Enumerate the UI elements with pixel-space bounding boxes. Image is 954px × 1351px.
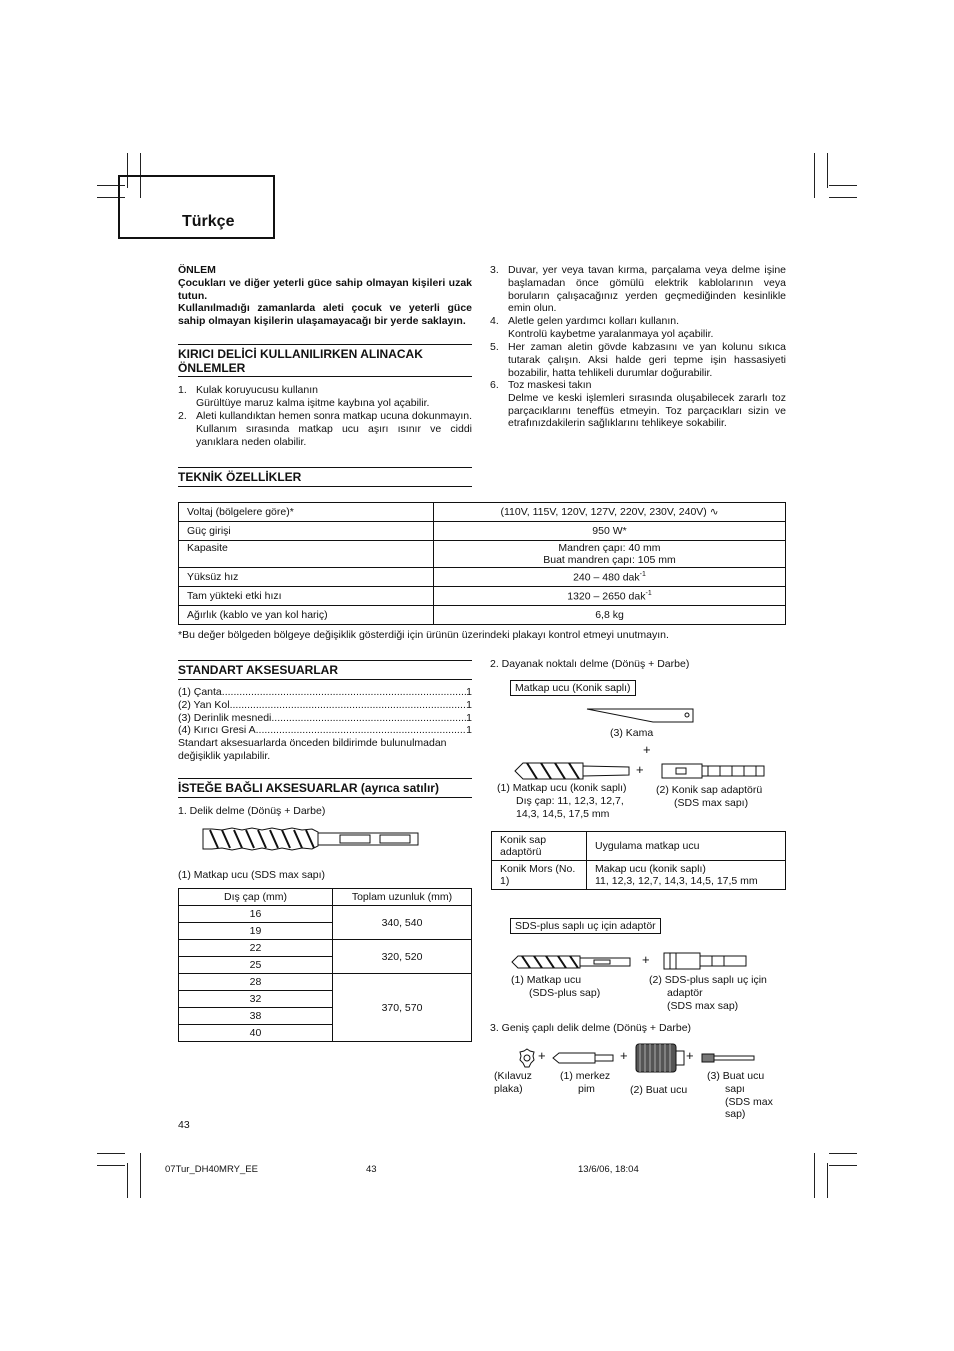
conic-bit-icon [513,759,633,783]
safety-item-6: 6. Toz maskesi takın Delme ve keski işlemleri sırasında oluşabilecek zararlı toz parçacıklarını teneffüs etmeyin. Toz parçacıkları sizin ve etrafınızdakilerin sağlıklarını tehlikeye sokabilir. [490,379,786,430]
spec-value: 240 – 480 dak$^{-1}$ [434,568,786,587]
sds-adapter-box: SDS-plus saplı uç için adaptör [510,918,661,934]
table-row: 16 340, 540 [179,906,472,923]
footer-date: 13/6/06, 18:04 [578,1164,639,1175]
list-item: (2) Yan Kol ..... 1 [178,699,472,712]
core-bit-shank-icon [700,1051,758,1065]
sds-plus-adapter-label: (2) SDS-plus saplı uç için adaptör (SDS max sap) [649,974,767,1012]
table-row: 19 [179,923,472,940]
spec-label: Ağırlık (kablo ve yan kol hariç) [179,606,434,625]
spec-label: Tam yükteki etki hızı [179,587,434,606]
sds-plus-adapter-icon [662,950,750,972]
spec-label: Yüksüz hız [179,568,434,587]
column-header: Toplam uzunluk (mm) [333,889,472,906]
table-row: 32 [179,991,472,1008]
specs-table [178,502,786,625]
safety-item-5: 5. Her zaman aletin gövde kabzasını ve yan kolunu sıkıca tutarak çalışın. Aksi halde geri tepme işin hassasiyeti bozabilir, hatta tehlikeli durumlar doğurabilir. [490,341,786,379]
plus-sign: + [686,1048,694,1063]
plus-sign: + [620,1048,628,1063]
conic-adapter-label: (2) Konik sap adaptörü (SDS max sapı) [656,784,763,809]
adapter-table [491,831,786,890]
plus-sign: + [642,952,650,967]
table-row: 22 320, 520 [179,940,472,957]
spec-value: 950 W* [434,522,786,541]
core-bit-label: (2) Buat ucu [630,1084,688,1096]
table-row: 38 [179,1008,472,1025]
warning-title: ÖNLEM [178,264,216,276]
sds-bit-caption: (1) Matkap ucu (SDS max sapı) [178,869,326,881]
safety-heading: KIRICI DELİCİ KULLANILIRKEN ALINACAK ÖNLEMLER [178,344,472,377]
specs-row [179,568,786,587]
table-row: 28 370, 570 [179,974,472,991]
column-header: Dış çap (mm) [179,889,333,906]
conic-bit-label: (1) Matkap ucu (konik saplı) Dış çap: 11, 12,3, 12,7, 14,3, 14,5, 17,5 mm [497,782,627,820]
safety-item-3: 3. Duvar, yer veya tavan kırma, parçalama veya delme işine başlamadan önce gömülü elektrik kablolarının veya boruların çalışacağınız yerden geçmediğinden kesinlikle emin olun. [490,264,786,315]
table-header-row [179,889,472,906]
wedge-icon [585,706,697,724]
table-row: 40 [179,1025,472,1042]
list-item: (3) Derinlik mesnedi ..... 1 [178,712,472,725]
specs-row [179,522,786,541]
page-number: 43 [178,1119,190,1131]
sds-max-bit-icon [200,826,425,852]
standard-note: Standart aksesuarlarda önceden bildirimde bulunulmadan değişiklik yapılabilir. [178,737,447,762]
spec-label: Kapasite [179,541,434,568]
specs-row [179,587,786,606]
safety-item-2: 2. Aleti kullandıktan hemen sonra matkap ucuna dokunmayın. Kullanım sırasında matkap ucu aşırı ısınır ve ciddi yanıklara neden olabilir. [178,410,472,448]
conic-bit-box: Matkap ucu (Konik saplı) [510,680,636,696]
sds-plus-bit-icon [510,952,633,972]
sds-plus-bit-label: (1) Matkap ucu (SDS-plus sap) [511,974,601,999]
column-header: Uygulama matkap ucu [587,832,786,861]
table-header-row [492,832,786,861]
spec-value: 6,8 kg [434,606,786,625]
optional-item-3: 3. Geniş çaplı delik delme (Dönüş + Darbe) [490,1022,692,1034]
column-header: Konik sap adaptörü [492,832,587,861]
language-title-box [118,175,275,239]
conic-adapter-icon [660,761,768,781]
specs-row [179,541,786,568]
optional-heading: İSTEĞE BAĞLI AKSESUARLAR (ayrıca satılır) [178,778,472,798]
plus-sign: + [538,1048,546,1063]
specs-row [179,606,786,625]
core-bit-shank-label: (3) Buat ucu sapı (SDS max sap) [707,1070,773,1121]
spec-value: 1320 – 2650 dak$^{-1}$ [434,587,786,606]
plus-sign: + [636,762,644,777]
footer-page: 43 [366,1164,377,1175]
safety-item-4: 4. Aletle gelen yardımcı kolları kullanın. Kontrolü kaybetme yaralanmaya yol açabilir. [490,315,714,340]
list-item: (4) Kırıcı Gresi A ..... 1 [178,724,472,737]
center-pin-icon [551,1050,617,1066]
warning-block [178,264,472,328]
specs-note: *Bu değer bölgeden bölgeye değişiklik gösterdiği için ürünün üzerindeki plakayı kontrol etmeyi unutmayın. [178,629,669,641]
core-bit-icon [634,1042,686,1074]
center-pin-label: (1) merkez pim [560,1070,611,1095]
warning-line-1: Çocukları ve diğer yeterli güce sahip olmayan kişileri uzak tutun. [178,276,472,302]
optional-item-1: 1. Delik delme (Dönüş + Darbe) [178,805,326,817]
standard-heading: STANDART AKSESUARLAR [178,660,472,680]
guide-plate-label: (Kılavuz plaka) [494,1070,532,1095]
spec-value: (110V, 115V, 120V, 127V, 220V, 230V, 240V) ∿ [434,503,786,522]
table-row: Konik Mors (No. 1) Makap ucu (konik saplı) 11, 12,3, 12,7, 14,3, 14,5, 17,5 mm [492,861,786,890]
bit-dimension-table [178,888,472,1042]
wedge-label: (3) Kama [610,727,654,739]
warning-line-2: Kullanılmadığı zamanlarda aleti çocuk ve yeterli güce sahip olmayan kişilerin ulaşamayacağı bir yerde saklayın. [178,302,472,328]
spec-label: Güç girişi [179,522,434,541]
footer-filename: 07Tur_DH40MRY_EE [165,1164,258,1175]
ac-symbol-icon: ∿ [709,506,719,518]
standard-list [178,686,472,763]
spec-label: Voltaj (bölgelere göre)* [179,503,434,522]
list-item: (1) Çanta ..... 1 [178,686,472,699]
spec-value: Mandren çapı: 40 mm Buat mandren çapı: 105 mm [434,541,786,568]
specs-heading: TEKNİK ÖZELLİKLER [178,467,472,487]
optional-item-2: 2. Dayanak noktalı delme (Dönüş + Darbe) [490,658,690,670]
plus-sign: + [643,742,651,757]
safety-item-1: 1. Kulak koruyucusu kullanın Gürültüye maruz kalma işitme kaybına yol açabilir. [178,384,430,409]
guide-plate-icon [518,1047,536,1069]
specs-row [179,503,786,522]
language-title: Türkçe [182,213,235,230]
table-row: 25 [179,957,472,974]
